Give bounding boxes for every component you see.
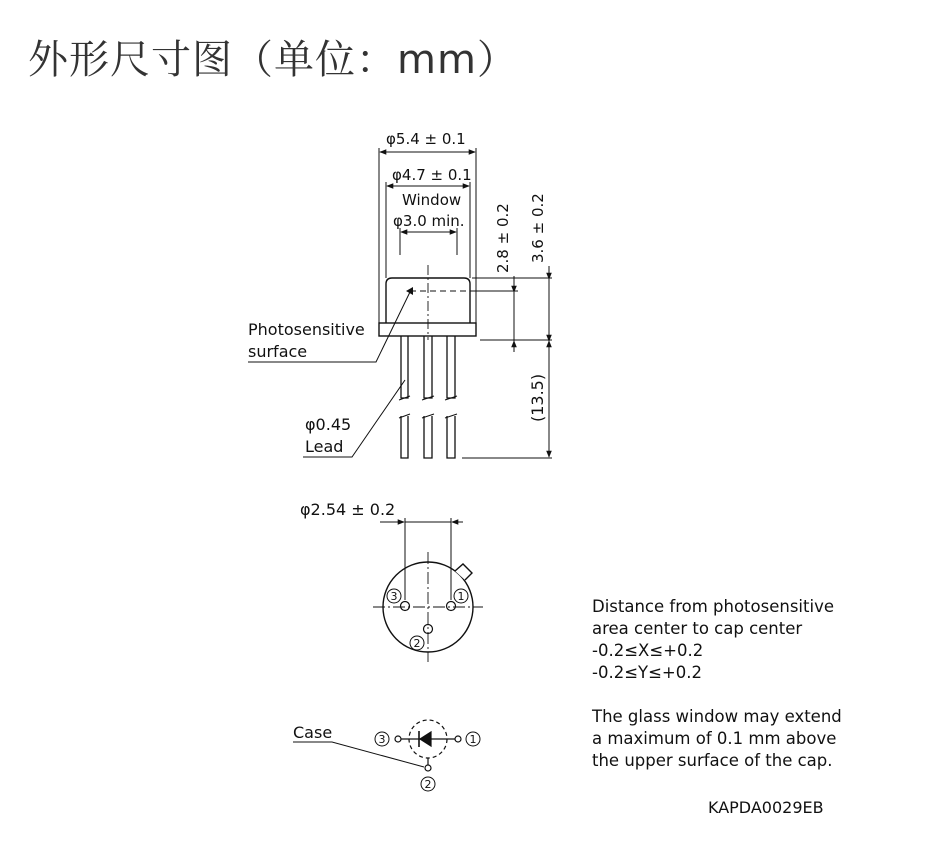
case-label: Case [293, 723, 333, 742]
lead-pitch-label: φ2.54 ± 0.2 [300, 500, 396, 519]
diode-symbol [420, 732, 431, 746]
pin3-number: 3 [390, 590, 398, 603]
pin2-number: 2 [413, 637, 421, 650]
pin-hole-3 [401, 602, 410, 611]
base-tab [455, 564, 472, 580]
glass-note-line: The glass window may extend [592, 707, 842, 726]
glass-note-line: the upper surface of the cap. [592, 751, 833, 770]
distance-note-line: -0.2≤X≤+0.2 [592, 641, 704, 660]
surface-height-label: 2.8 ± 0.2 [494, 203, 512, 273]
side-view [248, 148, 552, 458]
glass-note [592, 706, 842, 772]
window-label: Window [402, 191, 462, 209]
photosensitive-label-2: surface [248, 342, 308, 361]
window-dia-label: φ3.0 min. [393, 212, 465, 230]
drawing-code: KAPDA0029EB [708, 798, 824, 817]
leads-upper [401, 336, 455, 398]
distance-note-line: -0.2≤Y≤+0.2 [592, 663, 702, 682]
glass-note-line: a maximum of 0.1 mm above [592, 729, 837, 748]
photosensitive-label-1: Photosensitive [248, 320, 365, 339]
svg-text:3: 3 [378, 733, 386, 746]
leads-lower [401, 416, 455, 458]
distance-note [592, 596, 834, 684]
cap-inner-dia-label: φ4.7 ± 0.1 [392, 166, 472, 184]
svg-text:1: 1 [469, 733, 477, 746]
lead-dia-label: φ0.45 [305, 415, 352, 434]
lead-break-marks [399, 396, 457, 418]
lead-length-label: (13.5) [528, 373, 547, 422]
pin1-number: 1 [457, 590, 465, 603]
cap-outer-dia-label: φ5.4 ± 0.1 [386, 130, 466, 148]
svg-text:2: 2 [424, 778, 432, 791]
case-leader [293, 742, 424, 767]
page-title: 外形尺寸图（单位：mm） [28, 37, 518, 83]
cap-height-label: 3.6 ± 0.2 [529, 193, 547, 263]
dim-window [400, 228, 457, 255]
distance-note-line: Distance from photosensitive [592, 597, 834, 616]
pin-hole-1 [447, 602, 456, 611]
lead-label: Lead [305, 437, 344, 456]
distance-note-line: area center to cap center [592, 619, 803, 638]
